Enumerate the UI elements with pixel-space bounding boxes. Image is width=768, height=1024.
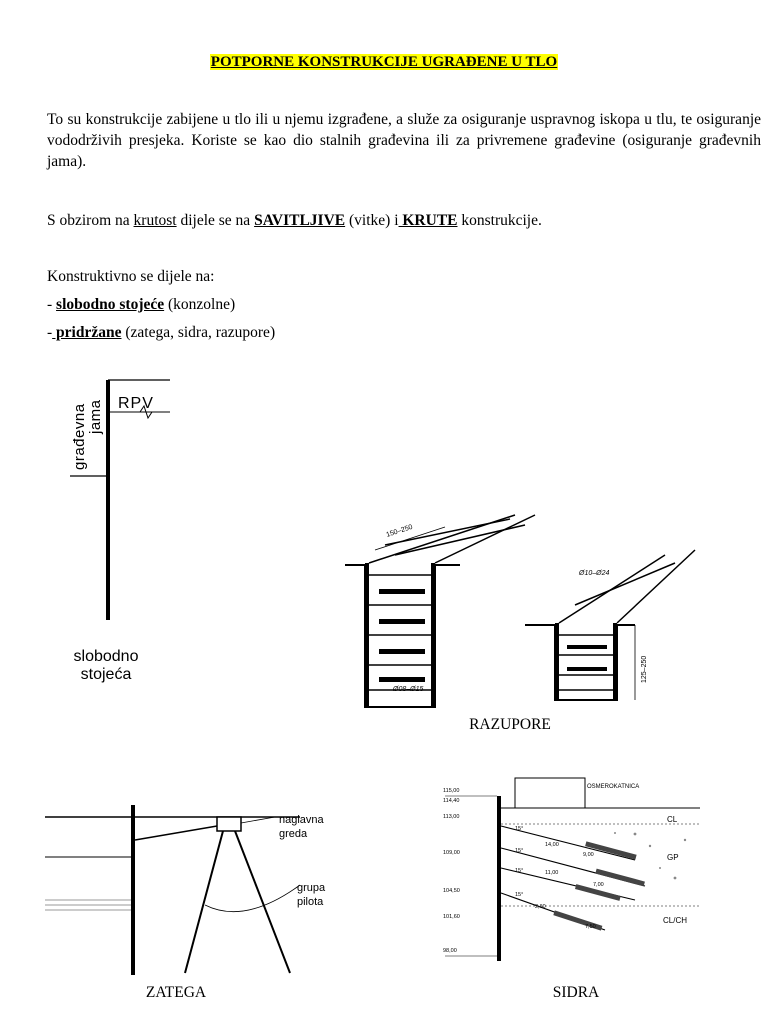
tie-rod xyxy=(135,825,223,840)
structural-heading: Konstruktivno se dijele na: xyxy=(47,268,215,285)
svg-text:11,00: 11,00 xyxy=(545,870,559,876)
anchors-caption: SIDRA xyxy=(552,984,600,1001)
svg-text:101,60: 101,60 xyxy=(443,914,460,920)
svg-text:Ø08–Ø15: Ø08–Ø15 xyxy=(393,686,424,693)
svg-text:15°: 15° xyxy=(515,826,524,832)
struts-caption: RAZUPORE xyxy=(469,716,551,733)
svg-text:GP: GP xyxy=(667,853,679,862)
pile-cap xyxy=(217,817,241,831)
svg-text:109,00: 109,00 xyxy=(443,850,460,856)
svg-text:CL: CL xyxy=(667,815,678,824)
svg-text:pilota: pilota xyxy=(297,896,324,908)
svg-text:115,00: 115,00 xyxy=(443,788,460,794)
vertical-label-2: jama xyxy=(87,399,104,434)
svg-text:OSMEROKATNICA: OSMEROKATNICA xyxy=(587,784,640,790)
stiffness-term: krutost xyxy=(133,212,177,229)
svg-text:104,50: 104,50 xyxy=(443,888,460,894)
retaining-wall xyxy=(131,805,135,975)
rigid-term: KRUTE xyxy=(398,212,458,229)
svg-text:naglavna: naglavna xyxy=(279,814,324,826)
svg-text:113,00: 113,00 xyxy=(443,814,460,820)
page-title: POTPORNE KONSTRUKCIJE UGRAĐENE U TLO xyxy=(210,54,558,70)
list-item-supported: - pridržane (zatega, sidra, razupore) xyxy=(47,324,276,341)
svg-text:2,60: 2,60 xyxy=(535,904,546,910)
svg-text:14,00: 14,00 xyxy=(545,842,559,848)
svg-text:7,50: 7,50 xyxy=(585,924,596,930)
anchors-figure xyxy=(435,768,735,973)
svg-text:150–250: 150–250 xyxy=(385,523,414,539)
svg-text:grupa: grupa xyxy=(297,882,326,894)
free-standing-caption: slobodno stojeća xyxy=(73,648,139,683)
building-block xyxy=(515,778,585,808)
intro-paragraph: To su konstrukcije zabijene u tlo ili u njemu izgrađene, a služe za osiguranje uspravnog iskopa u tlu, te osiguranje vododrživih presjeka. Koriste se kao dio stalnih građevina ili za privremene građevine (osiguranje građevnih jama). xyxy=(47,111,761,170)
tie-figure xyxy=(45,795,345,985)
free-standing-figure xyxy=(60,372,190,692)
tie-caption: ZATEGA xyxy=(145,984,207,1001)
svg-text:Ø10–Ø24: Ø10–Ø24 xyxy=(579,570,610,577)
list-item-free: - slobodno stojeće (konzolne) xyxy=(47,296,236,313)
svg-text:15°: 15° xyxy=(515,868,524,874)
svg-text:greda: greda xyxy=(279,828,308,840)
flexible-term: SAVITLJIVE xyxy=(254,212,346,229)
svg-text:98,00: 98,00 xyxy=(443,948,457,954)
svg-text:CL/CH: CL/CH xyxy=(663,916,688,925)
svg-text:15°: 15° xyxy=(515,892,524,898)
sheet-pile-wall xyxy=(106,380,110,620)
rpv-label: RPV xyxy=(118,395,154,412)
svg-text:125–250: 125–250 xyxy=(641,655,648,683)
svg-text:114,40: 114,40 xyxy=(443,798,460,804)
vertical-label-1: građevna xyxy=(71,403,88,470)
svg-text:9,00: 9,00 xyxy=(583,852,594,858)
struts-figure xyxy=(335,505,735,715)
svg-text:15°: 15° xyxy=(515,848,524,854)
svg-text:7,00: 7,00 xyxy=(593,882,604,888)
stiffness-line: S obzirom na krutost dijele se na SAVITLJIVE (vitke) i KRUTE konstrukcije. xyxy=(47,212,542,229)
